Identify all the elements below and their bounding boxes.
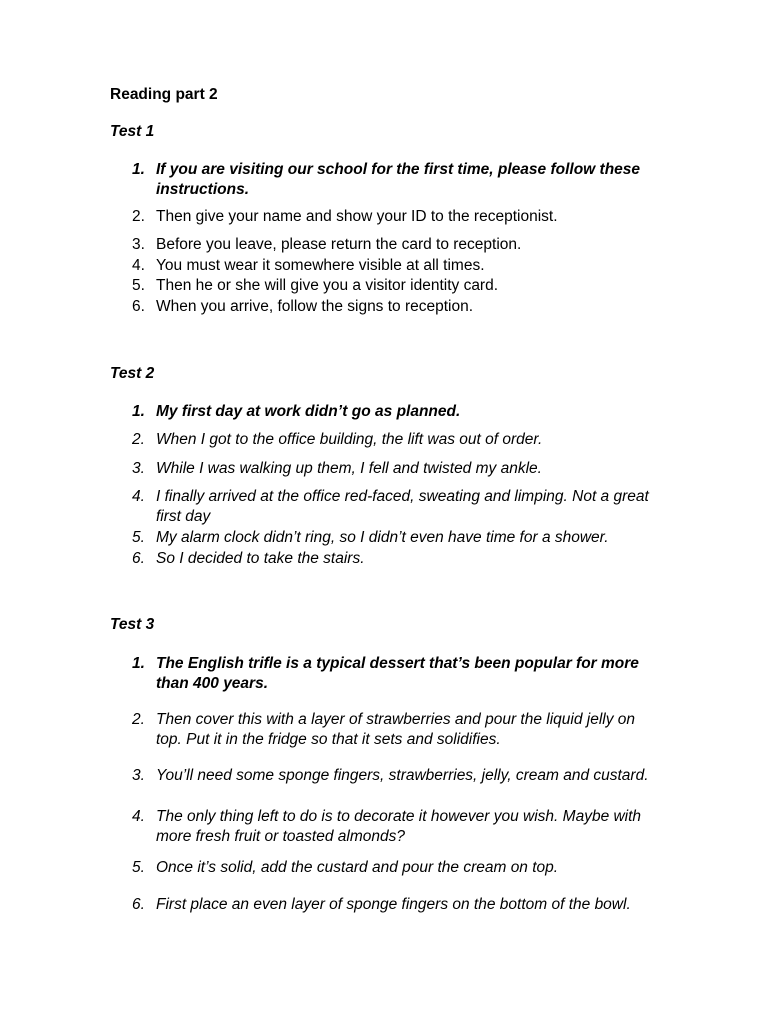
item-text: I finally arrived at the office red-faced, sweating and limping. Not a great first day	[156, 488, 649, 525]
item-number: 2.	[132, 711, 145, 728]
item-text: The only thing left to do is to decorate it however you wish. Maybe with more fresh fruit or toasted almonds?	[156, 808, 642, 845]
item-text: So I decided to take the stairs.	[156, 550, 365, 567]
item-text: When I got to the office building, the lift was out of order.	[156, 431, 543, 448]
test-3-item-6	[132, 895, 672, 915]
test-2-item-4	[132, 487, 652, 527]
test-3-title: Test 3	[110, 616, 155, 633]
item-text: Then give your name and show your ID to the receptionist.	[156, 208, 558, 225]
item-text: Before you leave, please return the card to reception.	[156, 236, 522, 253]
item-number: 6.	[132, 298, 145, 315]
item-number: 6.	[132, 550, 145, 567]
item-number: 4.	[132, 488, 145, 505]
item-text: First place an even layer of sponge fingers on the bottom of the bowl.	[156, 896, 631, 913]
test-2-item-6	[132, 549, 652, 569]
item-number: 5.	[132, 859, 145, 876]
test-2-title: Test 2	[110, 365, 155, 382]
test-1-item-3	[132, 235, 652, 255]
test-2-item-1	[132, 402, 652, 422]
item-number: 3.	[132, 460, 145, 477]
test-3-item-4	[132, 807, 652, 847]
test-1-title: Test 1	[110, 123, 155, 140]
item-number: 4.	[132, 808, 145, 825]
item-number: 6.	[132, 896, 145, 913]
item-text: If you are visiting our school for the first time, please follow these instructions.	[156, 161, 641, 198]
test-1-item-4	[132, 256, 652, 276]
item-number: 5.	[132, 277, 145, 294]
item-text: Then he or she will give you a visitor identity card.	[156, 277, 499, 294]
item-text: Then cover this with a layer of strawberries and pour the liquid jelly on top. Put it in the fridge so that it sets and solidifies.	[156, 711, 636, 748]
item-number: 2.	[132, 431, 145, 448]
test-3-item-1	[132, 654, 652, 694]
test-2-item-2	[132, 430, 652, 450]
item-number: 1.	[132, 655, 145, 672]
item-text: The English trifle is a typical dessert that’s been popular for more than 400 years.	[156, 655, 639, 692]
item-text: You’ll need some sponge fingers, strawberries, jelly, cream and custard.	[156, 767, 649, 784]
item-number: 1.	[132, 403, 145, 420]
test-1-item-5	[132, 276, 652, 296]
test-1-item-6	[132, 297, 652, 317]
item-text: Once it’s solid, add the custard and pour the cream on top.	[156, 859, 559, 876]
item-text: When you arrive, follow the signs to reception.	[156, 298, 474, 315]
test-2-item-5	[132, 528, 652, 548]
item-number: 5.	[132, 529, 145, 546]
item-number: 3.	[132, 236, 145, 253]
test-2-item-3	[132, 459, 652, 479]
test-3-item-2	[132, 710, 652, 750]
page-title: Reading part 2	[110, 86, 218, 103]
item-number: 1.	[132, 161, 145, 178]
item-text: My alarm clock didn’t ring, so I didn’t even have time for a shower.	[156, 529, 609, 546]
item-number: 2.	[132, 208, 145, 225]
item-text: While I was walking up them, I fell and twisted my ankle.	[156, 460, 542, 477]
item-text: You must wear it somewhere visible at all times.	[156, 257, 485, 274]
test-1-item-1	[132, 160, 652, 200]
item-number: 3.	[132, 767, 145, 784]
test-1-item-2	[132, 207, 652, 227]
test-3-item-3	[132, 766, 652, 786]
test-3-item-5	[132, 858, 652, 878]
item-text: My first day at work didn’t go as planned.	[156, 403, 461, 420]
item-number: 4.	[132, 257, 145, 274]
